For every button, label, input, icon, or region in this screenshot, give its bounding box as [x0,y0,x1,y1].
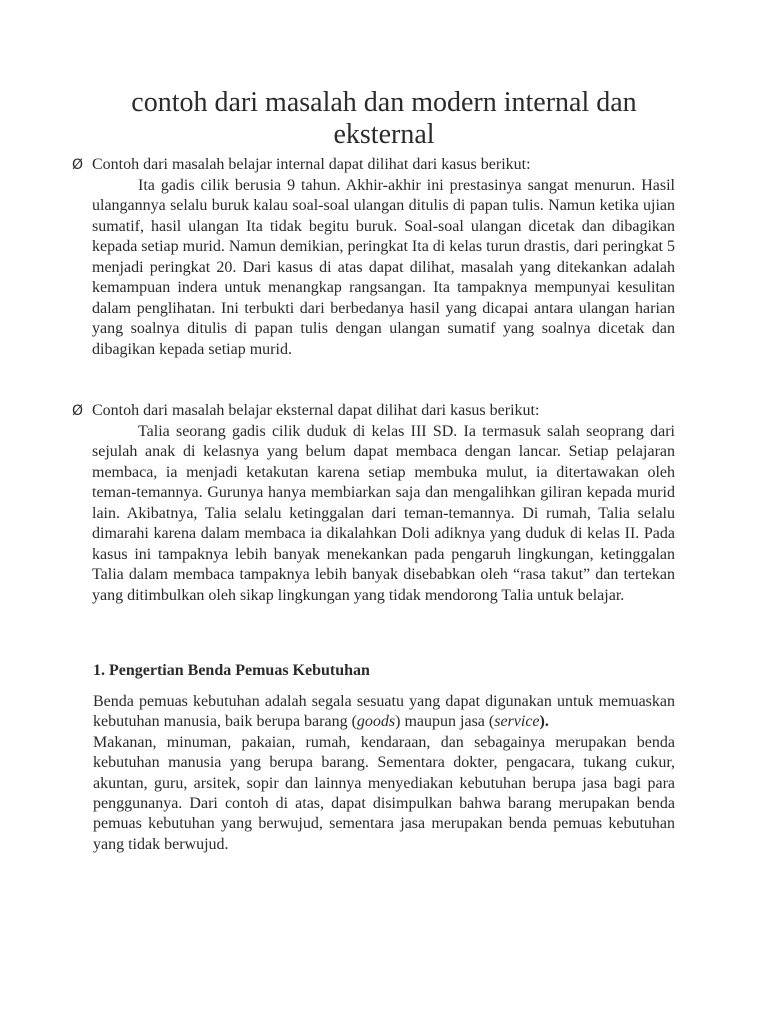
bullet-lead-text: Contoh dari masalah belajar internal dapat dilihat dari kasus berikut: [92,156,531,173]
bullet-lead-line [72,155,675,176]
section-heading: 1. Pengertian Benda Pemuas Kebutuhan [93,662,370,679]
section-body [93,692,675,855]
bullet-internal [72,155,675,360]
bullet-external [72,401,675,606]
bullet-lead-text: Contoh dari masalah belajar eksternal dapat dilihat dari kasus berikut: [92,402,540,419]
bullet-lead-line [72,401,675,422]
goods-term: goods [356,713,396,731]
section-paragraph-1 [93,692,675,733]
arrow-bullet-icon: Ø [72,157,84,173]
case-paragraph: Talia seorang gadis cilik duduk di kelas III SD. Ia termasuk salah seoprang dari sejulah anak di kelasnya yang belum dapat membaca dengan lancar. Setiap pelajaran membaca, ia menjadi ketakutan karena setiap membuka mulut, ia ditertawakan oleh teman-temannya. Gurunya hanya membiarkan saja dan mengalihkan giliran kepada murid lain. Akibatnya, Talia selalu ketinggalan dari teman-temannya. Di rumah, Talia selalu dimarahi karena dalam membaca ia dikalahkan Doli adiknya yang duduk di kelas II. Pada kasus ini tampaknya lebih banyak menekankan pada pengaruh lingkungan, ketinggalan Talia dalam membaca tampaknya lebih banyak disebabkan oleh “rasa takut” dan tertekan yang ditimbulkan oleh sikap lingkungan yang tidak mendorong Talia untuk belajar. [92,422,675,604]
service-term: service [494,713,540,731]
p1-mid-text: ) maupun jasa ( [395,713,495,731]
p1-end-text: ). [539,713,549,731]
arrow-bullet-icon: Ø [72,403,84,419]
case-paragraph: Ita gadis cilik berusia 9 tahun. Akhir-akhir ini prestasinya sangat menurun. Hasil ulangannya selalu buruk kalau soal-soal ulangan ditulis di papan tulis. Namun ketika ujian sumatif, hasil ulangan Ita tidak begitu buruk. Soal-soal ulangan dicetak dan dibagikan kepada setiap murid. Namun demikian, peringkat Ita di kelas turun drastis, dari peringkat 5 menjadi peringkat 20. Dari kasus di atas dapat dilihat, masalah yang ditekankan adalah kemampuan indera untuk menangkap rangsangan. Ita tampaknya mempunyai kesulitan dalam penglihatan. Ini terbukti dari berbedanya hasil yang dicapai antara ulangan harian yang soalnya ditulis di papan tulis dengan ulangan sumatif yang soalnya dicetak dan dibagikan kepada setiap murid. [92,176,675,358]
section-paragraph-2: Makanan, minuman, pakaian, rumah, kendaraan, dan sebagainya merupakan benda kebutuhan manusia yang berupa barang. Sementara dokter, pengacara, tukang cukur, akuntan, guru, arsitek, sopir dan lainnya menyediakan kebutuhan berupa jasa bagi para penggunanya. Dari contoh di atas, dapat disimpulkan bahwa barang merupakan benda pemuas kebutuhan yang berwujud, sementara jasa merupakan benda pemuas kebutuhan yang tidak berwujud. [93,733,675,853]
p1-start-text: Benda pemuas kebutuhan adalah segala sesuatu yang dapat digunakan untuk memuaskan kebutuhan manusia, baik berupa barang ( [93,693,675,731]
document-title: contoh dari masalah dan modern internal dan eksternal [131,87,637,150]
